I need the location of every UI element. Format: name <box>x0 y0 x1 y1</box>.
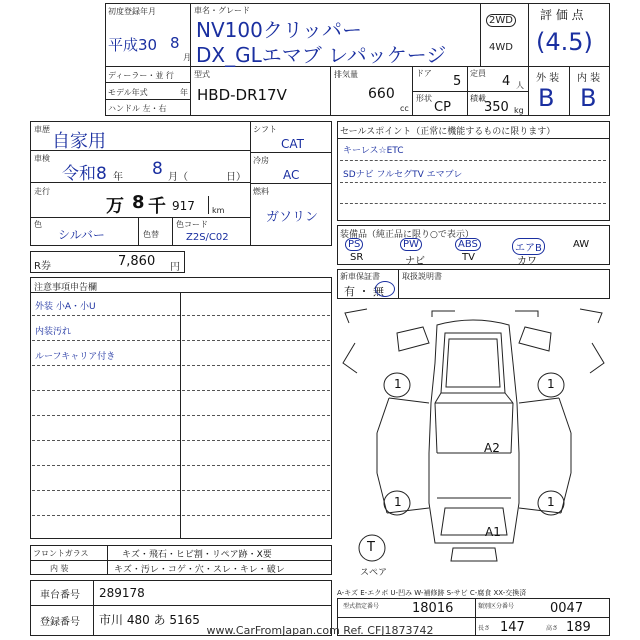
equip-navi: ナビ <box>405 256 425 267</box>
registration-month: 8 <box>170 34 180 52</box>
dealer-label: ディーラー・並 行 <box>108 71 174 80</box>
color: シルバー <box>58 228 105 242</box>
length-label: 長さ <box>478 625 491 632</box>
inspection-month-unit: 月（ <box>168 172 188 183</box>
chassis-label: 車台番号 <box>40 590 80 601</box>
model-label: 型式 <box>194 70 210 79</box>
interior-text: キズ・汚レ・コゲ・穴・スレ・キレ・破レ <box>114 565 285 575</box>
plate-number: 市川 480 あ 5165 <box>99 613 200 627</box>
glass-label: フロントガラス <box>33 549 89 558</box>
inspection-month: 8 <box>152 159 163 179</box>
load: 350 <box>484 100 509 115</box>
equip-leather: カワ <box>517 256 537 267</box>
cc-unit: cc <box>400 104 409 113</box>
inspection-era: 令和8 <box>62 164 107 184</box>
car-grade: DX_GLエマブ レパッケージ <box>196 43 447 67</box>
mileage-917: 917 <box>172 199 195 213</box>
ac: AC <box>283 168 300 182</box>
equip-abs: ABS <box>455 238 481 251</box>
damage-label-front-right: 1 <box>547 377 555 391</box>
mileage-8: 8 <box>132 192 145 213</box>
recycle-box <box>30 251 185 273</box>
recycle-unit: 円 <box>170 262 180 273</box>
shift: CAT <box>281 137 304 151</box>
eval-score: (4.5) <box>536 28 593 56</box>
notes-box <box>30 277 332 539</box>
color-code: Z2S/C02 <box>186 232 229 243</box>
type-cert-label: 型式指定番号 <box>343 603 380 610</box>
car-name: NV100クリッパー <box>196 18 363 42</box>
note-line-1: 外装 小A・小U <box>35 302 96 312</box>
interior-grade: B <box>580 84 597 112</box>
km-unit: km <box>212 206 225 215</box>
sales-line-1: キーレス☆ETC <box>343 146 404 156</box>
type-cert: 18016 <box>412 601 454 616</box>
door-label: ドア <box>416 69 432 78</box>
model-year-label: モデル年式 <box>108 88 148 97</box>
height-label: 高さ <box>546 625 559 632</box>
exterior-label: 外 装 <box>536 73 560 84</box>
equip-ps: PS <box>345 238 363 251</box>
fuel: ガソリン <box>266 210 319 225</box>
equipment-title: 装備品（純正品に限り○で表示） <box>340 230 474 240</box>
ac-label: 冷房 <box>253 156 269 165</box>
plate-label: 登録番号 <box>40 617 80 628</box>
damage-label-rear-right: 1 <box>547 495 555 509</box>
registration-label: 初度登録年月 <box>108 7 156 16</box>
category: 自家用 <box>52 131 106 152</box>
watermark: www.CarFromJapan.com Ref. CFJ1873742 <box>206 624 434 637</box>
spare-label: スペア <box>360 568 388 578</box>
handle-label: ハンドル 左・右 <box>108 104 167 113</box>
capacity: 4 <box>502 74 511 89</box>
shape: CP <box>434 100 451 115</box>
recycle-value: 7,860 <box>118 254 156 269</box>
displacement-label: 排気量 <box>334 70 358 79</box>
class-label: 類別区分番号 <box>478 603 515 610</box>
damage-label-a2: A2 <box>484 441 500 455</box>
damage-label-front-left: 1 <box>394 377 402 391</box>
warranty-selected-circle <box>375 281 395 297</box>
interior-row-label: 内 装 <box>50 564 69 573</box>
doors: 5 <box>453 74 462 89</box>
note-line-3: ルーフキャリア付き <box>35 352 116 362</box>
glass-text: キズ・飛石・ヒビ割・リペア跡・X要 <box>122 550 272 560</box>
sales-point-title: セールスポイント（正常に機能するものに限ります） <box>340 127 556 137</box>
load-label: 積載 <box>470 94 486 103</box>
chassis-number: 289178 <box>99 586 145 600</box>
mileage-sen: 千 <box>148 196 166 217</box>
registration-era: 平成30 <box>108 36 158 54</box>
exterior-grade: B <box>538 84 555 112</box>
class-number: 0047 <box>550 601 584 616</box>
equip-tv: TV <box>462 252 475 263</box>
shift-label: シフト <box>253 125 277 134</box>
color-label: 色 <box>34 220 42 229</box>
damage-label-rear-left: 1 <box>394 495 402 509</box>
color-change-label: 色替 <box>143 230 159 239</box>
equip-sr: SR <box>350 252 364 263</box>
height-value: 189 <box>566 620 591 635</box>
note-line-2: 内装汚れ <box>35 327 72 337</box>
capacity-unit: 人 <box>516 81 524 90</box>
car-name-label: 車名・グレード <box>194 6 250 15</box>
equip-pw: PW <box>400 238 422 251</box>
notes-title: 注意事項申告欄 <box>34 283 98 293</box>
drive-2wd: 2WD <box>486 14 516 27</box>
recycle-label: R券 <box>34 261 51 272</box>
damage-label-a1: A1 <box>485 525 501 539</box>
drive-4wd: 4WD <box>489 42 513 53</box>
displacement: 660 <box>368 86 395 102</box>
interior-label: 内 装 <box>577 73 601 84</box>
color-code-label: 色コード <box>176 220 208 229</box>
equip-aw: AW <box>573 239 590 250</box>
damage-legend: A-キズ E-エクボ U-凹み W-補修跡 S-サビ C-腐食 XX-交換済 <box>337 589 527 597</box>
inspection-day-unit: 日） <box>226 172 246 183</box>
category-label: 車歴 <box>34 125 50 134</box>
year-unit: 年 <box>180 88 188 97</box>
spare-tire-mark: T <box>367 540 375 555</box>
inspection-year-unit: 年 <box>113 172 123 183</box>
month-unit: 月 <box>183 53 191 62</box>
model-code: HBD-DR17V <box>197 86 287 104</box>
warranty-value: 有 ・ 無 <box>344 285 384 298</box>
manual-label: 取扱説明書 <box>402 272 442 281</box>
inspection-label: 車検 <box>34 154 50 163</box>
capacity-label: 定員 <box>470 69 486 78</box>
mileage-man: 万 <box>106 196 124 217</box>
car-damage-diagram <box>337 303 610 578</box>
warranty-label: 新車保証書 <box>340 272 380 281</box>
length-value: 147 <box>500 620 525 635</box>
load-unit: kg <box>514 106 524 115</box>
fuel-label: 燃料 <box>253 187 269 196</box>
eval-label: 評 価 点 <box>540 8 584 22</box>
shape-label: 形状 <box>416 94 432 103</box>
mileage-label: 走行 <box>34 187 50 196</box>
sales-line-2: SDナビ フルセグTV エマブレ <box>343 170 463 180</box>
equip-airbag: エアB <box>512 238 545 255</box>
